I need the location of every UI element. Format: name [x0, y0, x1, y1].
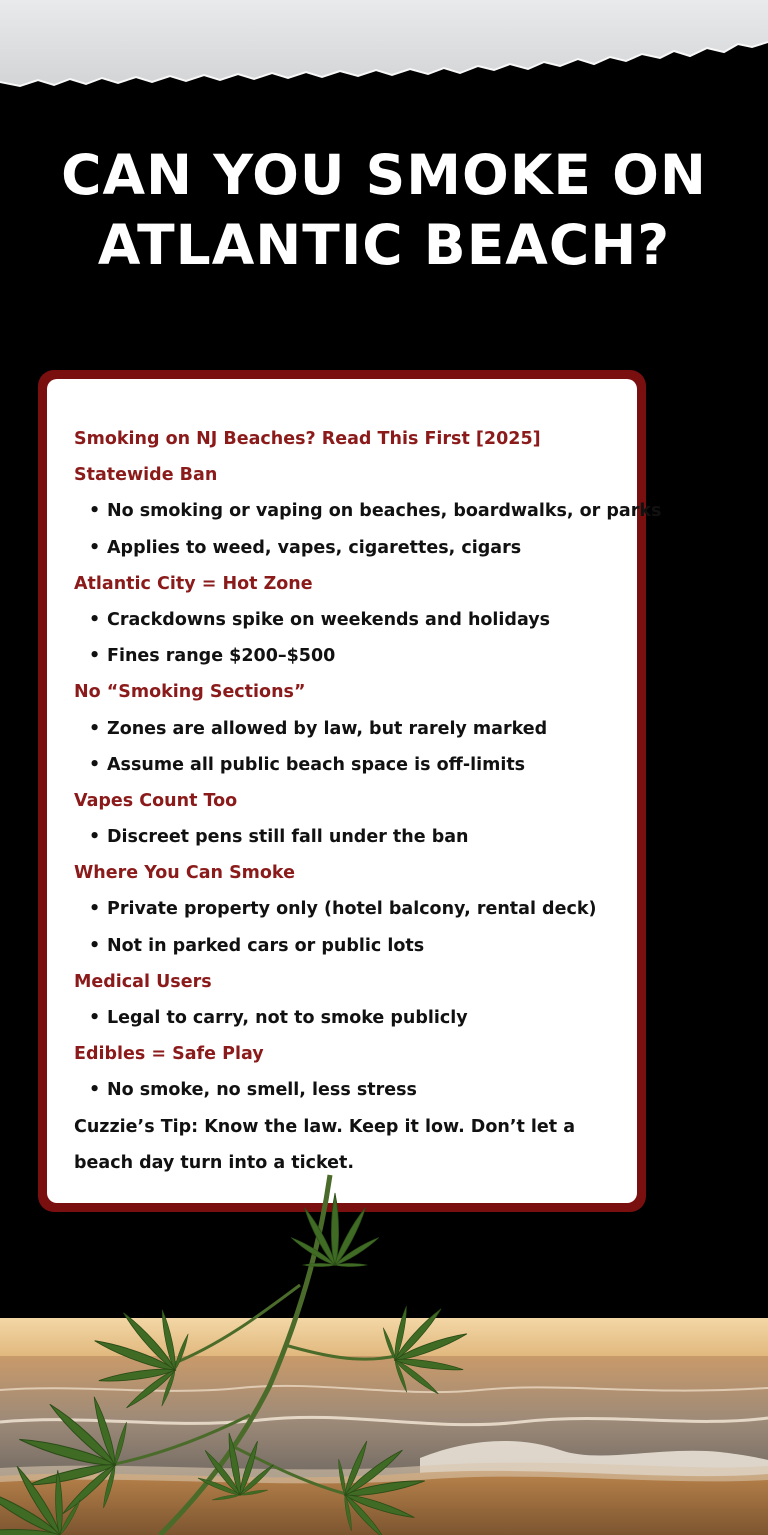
list-item: • Private property only (hotel balcony, rental deck)	[89, 899, 597, 920]
list-item: • Applies to weed, vapes, cigarettes, cigars	[89, 537, 522, 558]
list-item-text: Private property only (hotel balcony, rental deck)	[107, 899, 597, 920]
list-item: • Fines range $200–$500	[89, 646, 336, 667]
info-card-content	[74, 421, 662, 1181]
info-card	[38, 370, 662, 1212]
page-title-line-1: CAN YOU SMOKE ON	[61, 143, 707, 207]
list-item: • No smoke, no smell, less stress	[89, 1080, 417, 1101]
section-heading-smoking-sections: No “Smoking Sections”	[74, 682, 306, 703]
list-item-text: Fines range $200–$500	[107, 646, 336, 667]
cuzzies-tip: Cuzzie’s Tip: Know the law. Keep it low. Don’t let a beach day turn into a ticket.	[74, 1116, 576, 1173]
section-heading-vapes: Vapes Count Too	[74, 790, 238, 811]
list-item-text: Not in parked cars or public lots	[107, 935, 425, 956]
section-heading-where-you-can-smoke: Where You Can Smoke	[74, 863, 295, 884]
list-item: • Assume all public beach space is off-limits	[89, 754, 526, 775]
list-item: • Not in parked cars or public lots	[89, 935, 425, 956]
list-item-text: Crackdowns spike on weekends and holidays	[107, 609, 551, 630]
list-item-text: Discreet pens still fall under the ban	[107, 827, 469, 848]
list-item-text: Zones are allowed by law, but rarely marked	[107, 718, 548, 739]
section-heading-edibles: Edibles = Safe Play	[74, 1044, 264, 1065]
page-title-line-2: ATLANTIC BEACH?	[97, 213, 671, 277]
list-item-text: No smoke, no smell, less stress	[107, 1080, 417, 1101]
list-item-text: Legal to carry, not to smoke publicly	[107, 1008, 468, 1028]
section-heading-statewide-ban: Statewide Ban	[74, 465, 218, 486]
list-item-text: Assume all public beach space is off-limits	[107, 754, 526, 775]
list-item: • Zones are allowed by law, but rarely marked	[89, 718, 548, 739]
list-item-text: No smoking or vaping on beaches, boardwalks, or parks	[107, 501, 662, 522]
section-heading-medical-users: Medical Users	[74, 971, 212, 992]
list-item: • Legal to carry, not to smoke publicly	[89, 1008, 468, 1028]
section-heading-atlantic-city: Atlantic City = Hot Zone	[74, 573, 313, 594]
cannabis-plant-image	[0, 1165, 520, 1535]
list-item: • Discreet pens still fall under the ban	[89, 827, 469, 848]
list-item: • Crackdowns spike on weekends and holidays	[89, 609, 551, 630]
page-title	[0, 140, 768, 280]
info-card-body	[47, 379, 662, 1203]
list-item-text: Applies to weed, vapes, cigarettes, cigars	[107, 537, 522, 558]
card-intro-heading: Smoking on NJ Beaches? Read This First [2025]	[74, 429, 541, 449]
list-item: • No smoking or vaping on beaches, boardwalks, or parks	[89, 501, 662, 522]
torn-paper-edge	[0, 0, 768, 120]
